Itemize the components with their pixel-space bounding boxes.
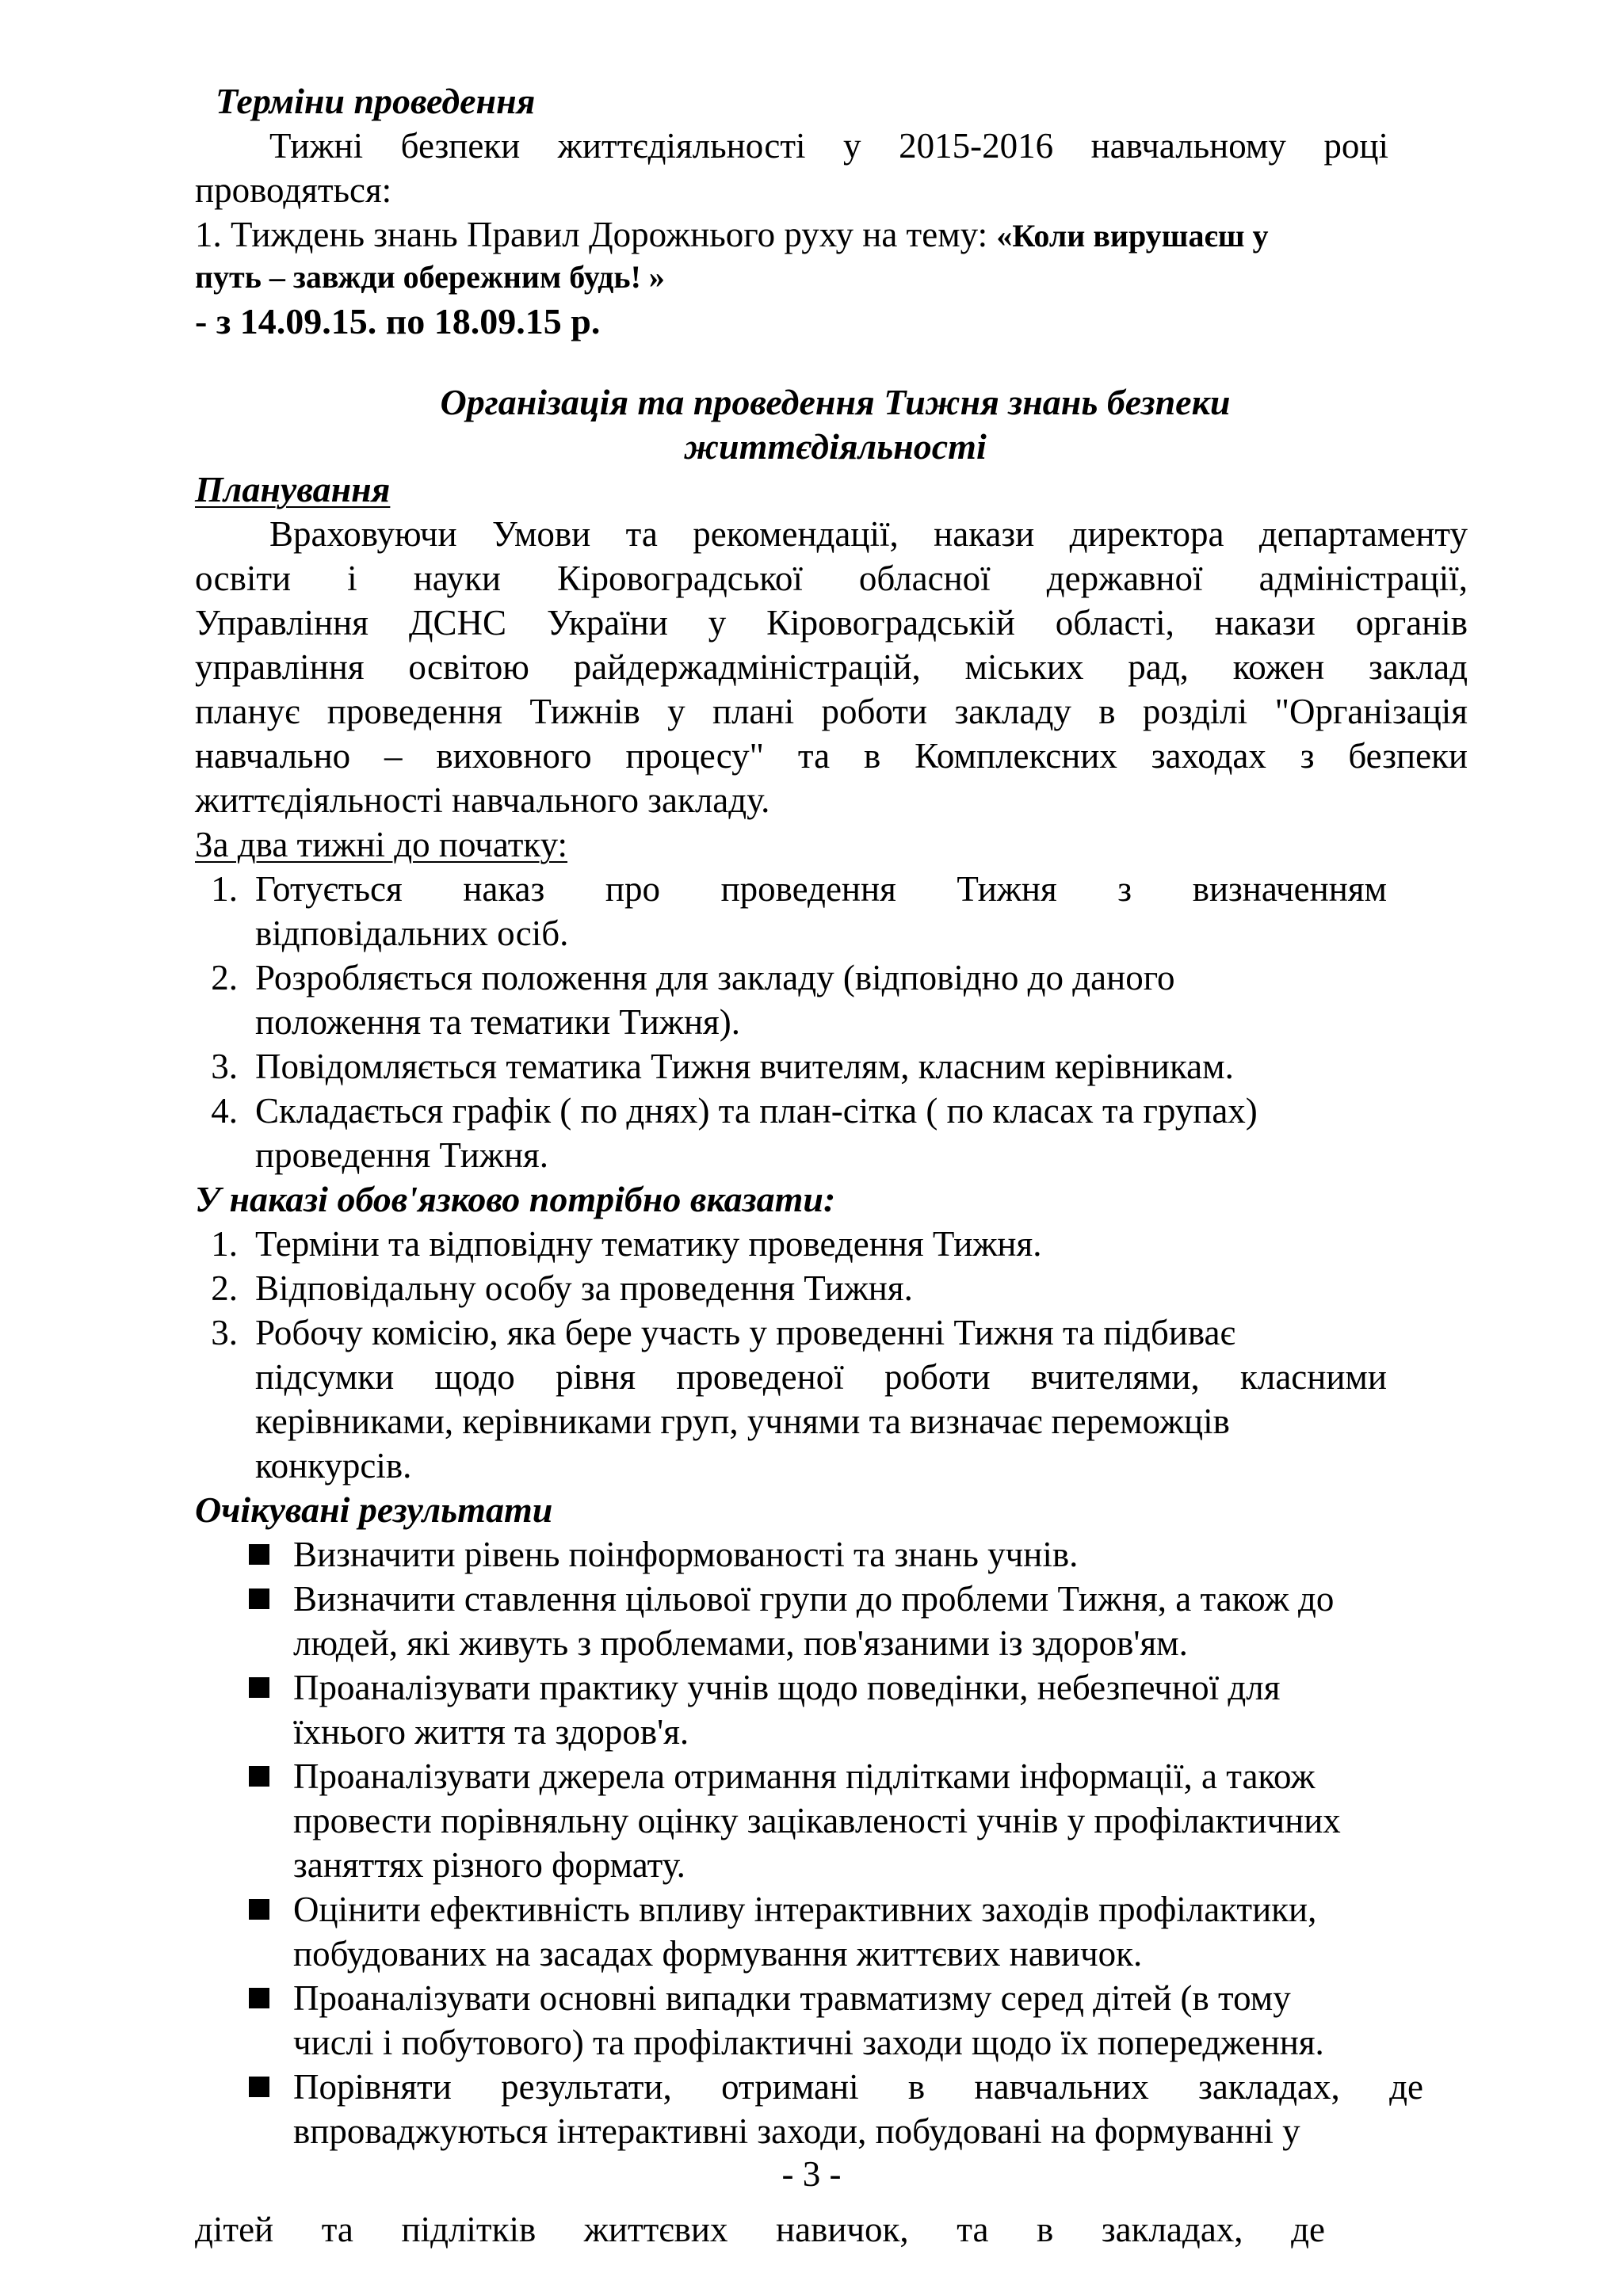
planning-para-line-2: освіти і науки Кіровоградської обласної державної адміністрації, [195, 559, 1468, 598]
order-item-number: 1. [211, 1224, 238, 1264]
planning-heading: Планування [195, 469, 391, 509]
result-line: числі і побутового) та профілактичні заходи щодо їх попередження. [293, 2023, 1324, 2062]
planning-para-line-6: навчально – виховного процесу" та в Комплексних заходах з безпеки [195, 736, 1468, 776]
result-line: Проаналізувати джерела отримання підлітками інформації, а також [293, 1756, 1316, 1796]
terms-item-1-topic-b: путь – завжди обережним будь! » [195, 259, 665, 295]
step-line: проведення Тижня. [255, 1135, 548, 1175]
result-line: Визначити рівень поінформованості та знань учнів. [293, 1535, 1079, 1574]
planning-para-line-5: планує проведення Тижнів у плані роботи закладу в розділі "Організація [195, 692, 1468, 731]
bullet-square-icon [249, 1544, 269, 1565]
terms-item-1 [195, 212, 1269, 258]
terms-item-1-topic-a: «Коли вирушаєш у [996, 218, 1269, 254]
result-line: їхнього життя та здоров'я. [293, 1712, 689, 1752]
bullet-square-icon [249, 1677, 269, 1698]
bullet-square-icon [249, 2077, 269, 2097]
bullet-square-icon [249, 1988, 269, 2008]
result-line: заняттях різного формату. [293, 1845, 685, 1885]
terms-intro-line-2: проводяться: [195, 170, 392, 210]
terms-heading: Терміни проведення [216, 81, 536, 121]
planning-para-line-1: Враховуючи Умови та рекомендації, накази директора департаменту [269, 514, 1468, 554]
planning-para-line-4: управління освітою райдержадміністрацій, міських рад, кожен заклад [195, 647, 1468, 687]
two-weeks-heading: За два тижні до початку: [195, 825, 568, 864]
step-number: 2. [211, 958, 238, 997]
bullet-square-icon [249, 1899, 269, 1920]
result-line: побудованих на засадах формування життєвих навичок. [293, 1934, 1143, 1974]
result-line: Проаналізувати практику учнів щодо поведінки, небезпечної для [293, 1668, 1281, 1707]
terms-dates: - з 14.09.15. по 18.09.15 р. [195, 301, 601, 341]
order-item-line: підсумки щодо рівня проведеної роботи вчителями, класними [255, 1357, 1387, 1397]
order-item-number: 2. [211, 1268, 238, 1308]
step-line: Складається графік ( по днях) та план-сітка ( по класах та групах) [255, 1091, 1258, 1131]
order-item-line: конкурсів. [255, 1446, 412, 1486]
step-line: Повідомляється тематика Тижня вчителям, класним керівникам. [255, 1047, 1234, 1086]
result-line: впроваджуються інтерактивні заходи, побудовані на формуванні у [293, 2111, 1300, 2151]
order-item-line: Робочу комісію, яка бере участь у проведенні Тижня та підбиває [255, 1313, 1235, 1352]
result-line: Проаналізувати основні випадки травматизму серед дітей (в тому [293, 1978, 1291, 2018]
step-line: відповідальних осіб. [255, 913, 569, 953]
order-item-line: Терміни та відповідну тематику проведення Тижня. [255, 1224, 1042, 1264]
result-line: людей, які живуть з проблемами, пов'язаними із здоров'ям. [293, 1623, 1188, 1663]
step-number: 4. [211, 1091, 238, 1131]
result-line: Оцінити ефективність впливу інтерактивних заходів профілактики, [293, 1890, 1317, 1929]
order-heading: У наказі обов'язково потрібно вказати: [195, 1179, 836, 1219]
terms-item-1-prefix: 1. Тиждень знань Правил Дорожнього руху на тему: [195, 215, 988, 254]
results-heading: Очікувані результати [195, 1489, 553, 1530]
terms-intro-line-1: Тижні безпеки життєдіяльності у 2015-2016 навчальному році [269, 126, 1388, 166]
step-line: Розробляється положення для закладу (відповідно до даного [255, 958, 1175, 997]
order-item-line: Відповідальну особу за проведення Тижня. [255, 1268, 913, 1308]
bullet-square-icon [249, 1766, 269, 1787]
page-number: - 3 - [781, 2154, 842, 2194]
result-line: Порівняти результати, отримані в навчальних закладах, де [293, 2067, 1423, 2107]
order-item-number: 3. [211, 1313, 238, 1352]
step-number: 1. [211, 869, 238, 909]
step-line: Готується наказ про проведення Тижня з визначенням [255, 869, 1387, 909]
result-line: провести порівняльну оцінку зацікавленості учнів у профілактичних [293, 1801, 1341, 1840]
order-item-line: керівниками, керівниками груп, учнями та визначає переможців [255, 1402, 1230, 1441]
result-line: Визначити ставлення цільової групи до проблеми Тижня, а також до [293, 1579, 1335, 1619]
step-number: 3. [211, 1047, 238, 1086]
continuation-line: дітей та підлітків життєвих навичок, та в закладах, де [195, 2210, 1325, 2249]
step-line: положення та тематики Тижня). [255, 1002, 740, 1042]
planning-para-line-7: життєдіяльності навчального закладу. [195, 780, 770, 820]
planning-para-line-3: Управління ДСНС України у Кіровоградській області, накази органів [195, 603, 1468, 643]
organization-title-line-1: Організація та проведення Тижня знань безпеки [440, 382, 1231, 422]
organization-title-line-2: життєдіяльності [684, 426, 987, 467]
bullet-square-icon [249, 1589, 269, 1609]
